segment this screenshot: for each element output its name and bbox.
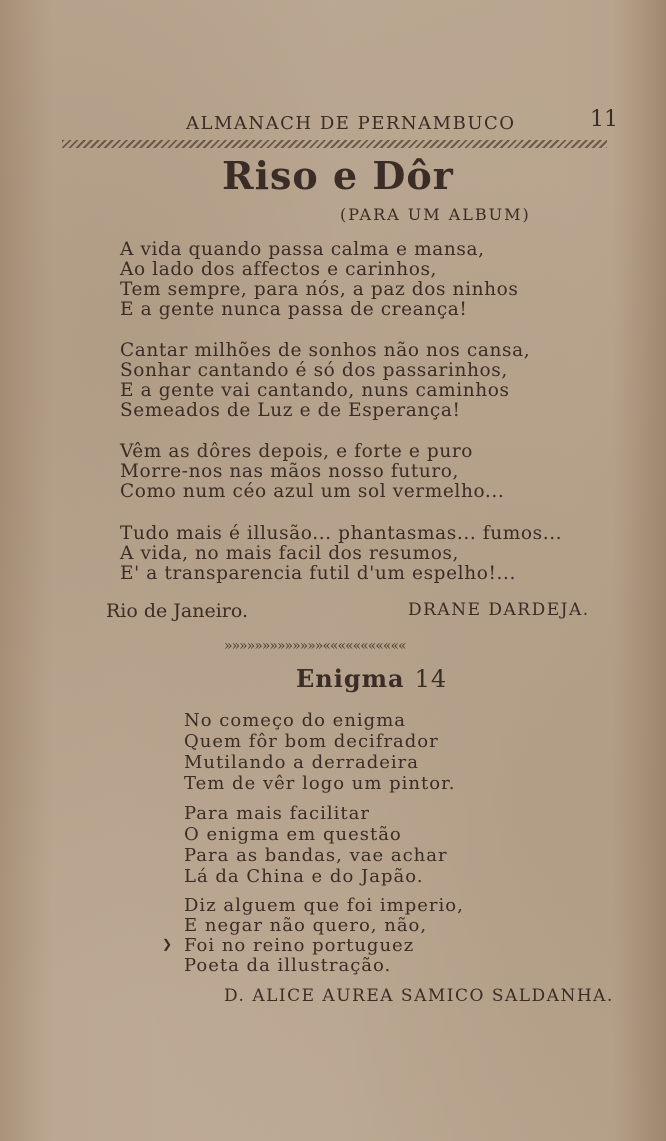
verse-line: Vêm as dôres depois, e forte e puro [120, 441, 474, 462]
verse-line: O enigma em questão [184, 824, 402, 845]
verse-line: Poeta da illustração. [184, 955, 392, 976]
enigma-title-text: Enigma [296, 664, 405, 693]
verse-line: A vida, no mais facil dos resumos, [120, 543, 460, 564]
poem-place: Rio de Janeiro. [106, 600, 249, 622]
verse-line: Quem fôr bom decifrador [184, 731, 439, 752]
verse-line: Foi no reino portuguez [184, 935, 415, 956]
decorative-rule [62, 140, 607, 148]
verse-line: Para mais facilitar [184, 803, 370, 824]
pointer-mark-icon: ❯ [162, 937, 173, 951]
poem-title: Riso e Dôr [222, 153, 454, 198]
verse-line: E a gente nunca passa de creança! [120, 299, 468, 320]
verse-line: Sonhar cantando é só dos passarinhos, [120, 360, 508, 381]
poem-author: DRANE DARDEJA. [408, 600, 590, 620]
verse-line: Tudo mais é illusão... phantasmas... fumos... [120, 523, 563, 544]
verse-line: Morre-nos nas mãos nosso futuro, [120, 461, 460, 482]
enigma-title [296, 664, 447, 693]
verse-line: E a gente vai cantando, nuns caminhos [120, 380, 510, 401]
verse-line: Diz alguem que foi imperio, [184, 895, 464, 916]
poem-subtitle: (PARA UM ALBUM) [340, 205, 531, 224]
running-header: ALMANACH DE PERNAMBUCO [186, 113, 516, 134]
ornament-divider: »»»»»»»»»»»»»««««««««««« [224, 638, 406, 654]
verse-line: Ao lado dos affectos e carinhos, [120, 259, 438, 280]
verse-line: Como num céo azul um sol vermelho... [120, 481, 505, 502]
verse-line: A vida quando passa calma e mansa, [120, 239, 485, 260]
verse-line: Semeados de Luz e de Esperança! [120, 400, 461, 421]
enigma-number: 14 [414, 665, 448, 693]
enigma-author: D. ALICE AUREA SAMICO SALDANHA. [224, 986, 614, 1006]
verse-line: E' a transparencia futil d'um espelho!... [120, 563, 516, 584]
verse-line: Lá da China e do Japão. [184, 866, 424, 887]
verse-line: No começo do enigma [184, 710, 406, 731]
verse-line: Tem de vêr logo um pintor. [184, 773, 456, 794]
verse-line: Mutilando a derradeira [184, 752, 420, 773]
verse-line: E negar não quero, não, [184, 915, 428, 936]
verse-line: Tem sempre, para nós, a paz dos ninhos [120, 279, 519, 300]
verse-line: Para as bandas, vae achar [184, 845, 448, 866]
page-number: 11 [590, 107, 618, 132]
verse-line: Cantar milhões de sonhos não nos cansa, [120, 340, 531, 361]
